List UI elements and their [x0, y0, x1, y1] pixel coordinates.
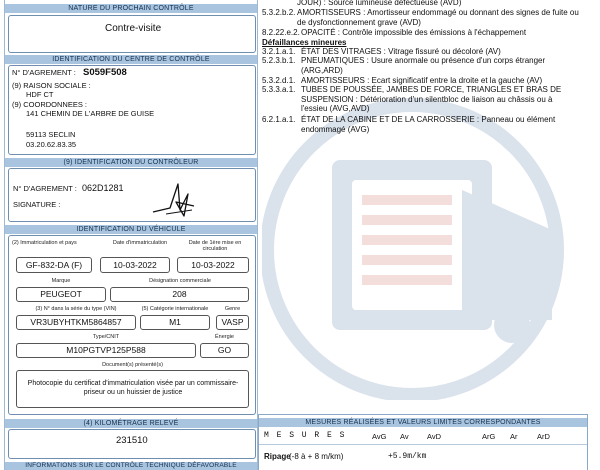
defaillance-code-2: 8.2.22.e.2.	[262, 28, 300, 37]
centre-agrement-value: S059F508	[83, 67, 127, 78]
mesures-header: MESURES RÉALISÉES ET VALEURS LIMITES CORRESPONDANTES	[259, 418, 587, 427]
date-immat-field: 10-03-2022	[100, 257, 170, 273]
centre-city: 59113 SECLIN	[26, 130, 76, 139]
defaillance-code-6: 5.3.3.a.1.	[262, 85, 296, 94]
mesures-col-avg: AvG	[372, 432, 387, 441]
mesures-title: M E S U R E S	[264, 431, 346, 440]
controleur-agrement-value: 062D1281	[82, 183, 124, 193]
centre-header: IDENTIFICATION DU CENTRE DE CONTRÔLE	[5, 55, 257, 64]
energie-label: Énergie	[215, 334, 234, 340]
type-label: Type/CNIT	[92, 334, 120, 340]
centre-address: 141 CHEMIN DE L'ARBRE DE GUISE	[26, 109, 155, 118]
categorie-field: M1	[140, 315, 210, 330]
marque-field: PEUGEOT	[16, 287, 106, 302]
defaillance-text-3: ÉTAT DES VITRAGES : Vitrage fissuré ou décoloré (AV)	[301, 47, 501, 56]
centre-phone: 03.20.62.83.35	[26, 140, 77, 149]
date-first-label: Date de 1ère mise en circulation	[188, 240, 242, 252]
prochain-controle-value: Contre-visite	[105, 23, 162, 34]
ripage-value: +5.9m/km	[388, 452, 427, 461]
defaillance-text-2: OPACITÉ : Contrôle impossible des émissions à l'échappement	[301, 28, 527, 37]
controleur-agrement-label: N° D'AGREMENT :	[13, 184, 77, 193]
ripage-limits: (-8 à + 8 m/km)	[289, 452, 344, 461]
controleur-signature-label: SIGNATURE :	[13, 200, 61, 209]
mesures-col-ar: Ar	[510, 432, 518, 441]
genre-field: VASP	[216, 315, 249, 330]
kilometrage-header: (4) KILOMÉTRAGE RELEVÉ	[5, 419, 257, 428]
mesures-col-av: Av	[400, 432, 409, 441]
defaillance-text-5: AMORTISSEURS : Ecart significatif entre la droite et la gauche (AV)	[301, 76, 543, 85]
defaillance-text-6: TUBES DE POUSSÉE, JAMBES DE FORCE, TRIANGLES ET BRAS DE SUSPENSION : Détérioration d'un silentbloc de liaison au châssis ou à l'essieu (AVG,AVD)	[301, 85, 562, 113]
informations-footer-header: INFORMATIONS SUR LE CONTRÔLE TECHNIQUE DÉFAVORABLE	[5, 462, 257, 470]
controleur-header: (9) IDENTIFICATION DU CONTRÔLEUR	[5, 158, 257, 167]
date-immat-label: Date d'immatriculation	[112, 240, 168, 246]
prochain-controle-box	[8, 15, 256, 53]
documents-label: Document(s) présenté(s)	[102, 362, 163, 368]
centre-coord-label: (9) COORDONNEES :	[12, 100, 88, 109]
prochain-controle-header: NATURE DU PROCHAIN CONTRÔLE	[5, 4, 257, 13]
ripage-label: Ripage	[264, 452, 291, 461]
categorie-label: (5) Catégorie internationale	[141, 306, 209, 312]
signature-scribble	[148, 180, 198, 220]
mesures-col-avd: AvD	[427, 432, 442, 441]
defaillance-code-1: 5.3.2.b.2.	[262, 8, 296, 17]
defaillance-code-7: 6.2.1.a.1.	[262, 115, 296, 124]
designation-field: 208	[110, 287, 249, 302]
controleur-box	[8, 168, 256, 222]
centre-raison-value: HDF CT	[26, 90, 54, 99]
centre-agrement-label: N° D'AGREMENT :	[12, 68, 76, 77]
defaillances-mineures-title: Défaillances mineures	[262, 38, 347, 47]
date-first-field: 10-03-2022	[177, 257, 249, 273]
genre-label: Genre	[224, 306, 241, 312]
defaillance-code-5: 5.3.2.d.1.	[262, 76, 296, 85]
vin-label: (3) N° dans la série du type (VIN)	[35, 306, 117, 312]
mesures-divider	[259, 444, 587, 445]
documents-value: Photocopie du certificat d'immatriculation visée par un commissaire-priseur ou un huissier de justice	[27, 380, 239, 396]
designation-label: Désignation commerciale	[149, 278, 211, 284]
defaillance-text-1: AMORTISSEURS : Amortisseur endommagé ou donnant des signes de fuite ou de dysfonctionnement grave (AVD)	[297, 8, 579, 27]
centre-raison-label: (9) RAISON SOCIALE :	[12, 81, 91, 90]
defaillance-code-3: 3.2.1.a.1.	[262, 47, 296, 56]
type-field: M10PGTVP125P588	[16, 343, 196, 358]
energie-field: GO	[200, 343, 249, 358]
immat-label: (2) Immatriculation et pays	[12, 240, 77, 246]
kilometrage-value: 231510	[116, 435, 148, 446]
marque-label: Marque	[51, 278, 71, 284]
vin-field: VR3UBYHTKM5864857	[16, 315, 136, 330]
defaillance-line0: JOUR) : Source lumineuse défectueuse (AVD)	[297, 0, 462, 7]
defaillance-code-4: 5.2.3.b.1.	[262, 56, 296, 65]
vehicule-header: IDENTIFICATION DU VÉHICULE	[5, 225, 257, 234]
mesures-col-ard: ArD	[537, 432, 550, 441]
mesures-col-arg: ArG	[482, 432, 496, 441]
defaillance-text-7: ÉTAT DE LA CABINE ET DE LA CARROSSERIE : Panneau ou élément endommagé (AVG)	[301, 115, 556, 134]
defaillance-text-4: PNEUMATIQUES : Usure anormale ou présence d'un corps étranger (ARG,ARD)	[301, 56, 546, 75]
immat-field: GF-832-DA (F)	[16, 257, 92, 273]
